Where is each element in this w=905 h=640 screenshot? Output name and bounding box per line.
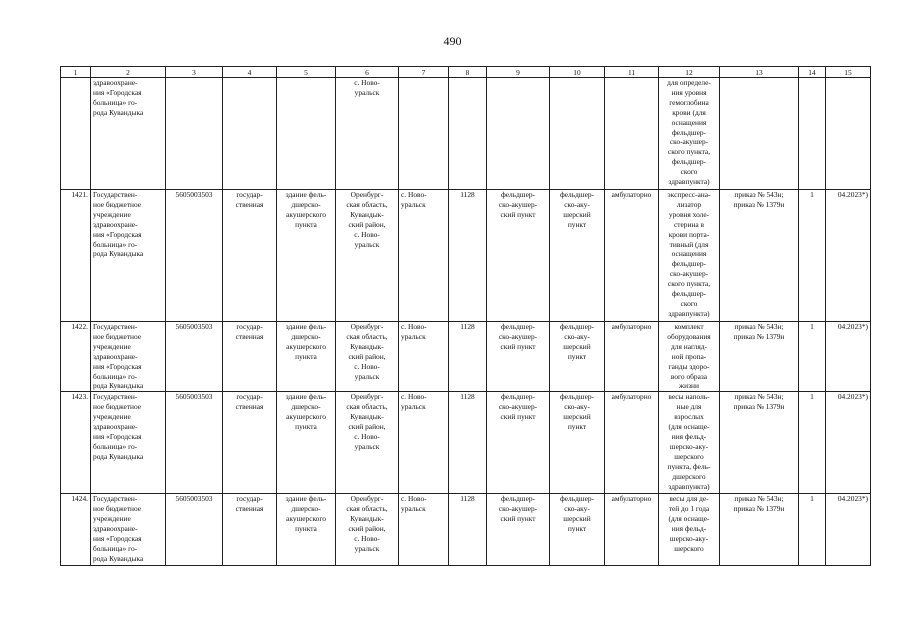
cell-unit: фельдшер- ско-акушер- ский пункт xyxy=(487,190,550,322)
cell-address: с. Ново- уральск xyxy=(336,78,399,190)
cell-empty xyxy=(826,78,871,190)
column-header: 1 xyxy=(61,67,91,78)
cell-date: 04.2023*) xyxy=(826,190,871,322)
cell-code: 1128 xyxy=(449,190,487,322)
cell-ownership: государ- ственная xyxy=(223,322,277,392)
cell-locality: с. Ново- уральск xyxy=(399,494,449,566)
cell-order: приказ № 543н; приказ № 1379н xyxy=(720,322,799,392)
cell-equipment: экспресс-ана- лизатор уровня холе- стерина в крови порта- тивный (для оснащения фельдшер- ско-акушер- ского пункта, фельдшер- ского здравпункта) xyxy=(659,190,720,322)
cell-locality: с. Ново- уральск xyxy=(399,392,449,494)
column-header: 13 xyxy=(720,67,799,78)
cell-locality: с. Ново- уральск xyxy=(399,322,449,392)
cell-empty xyxy=(166,78,223,190)
cell-code: 1128 xyxy=(449,322,487,392)
column-header: 11 xyxy=(605,67,659,78)
column-header: 15 xyxy=(826,67,871,78)
column-header: 8 xyxy=(449,67,487,78)
cell-equipment: весы наполь- ные для взрослых (для оснаще- ния фельд- шерско-аку- шерского пункта, фель- дшерского здравпункта) xyxy=(659,392,720,494)
cell-equipment: весы для де- тей до 1 года (для оснаще- ния фельд- шерско-аку- шерского xyxy=(659,494,720,566)
cell-subunit: фельдшер- ско-аку- шерский пункт xyxy=(550,322,605,392)
header-row xyxy=(61,67,871,78)
column-header: 2 xyxy=(91,67,166,78)
cell-care: амбулаторно xyxy=(605,494,659,566)
cell-building: здание фель- дшерско- акушерского пункта xyxy=(277,190,336,322)
cell-inn: 5605003503 xyxy=(166,494,223,566)
cell-number xyxy=(61,78,91,190)
cell-unit: фельдшер- ско-акушер- ский пункт xyxy=(487,392,550,494)
cell-locality: с. Ново- уральск xyxy=(399,190,449,322)
cell-order: приказ № 543н; приказ № 1379н xyxy=(720,494,799,566)
cell-number: 1424. xyxy=(61,494,91,566)
cell-building: здание фель- дшерско- акушерского пункта xyxy=(277,322,336,392)
cell-address: Оренбург- ская область, Кувандык- ский район, с. Ново- уральск xyxy=(336,494,399,566)
page-number: 490 xyxy=(443,34,462,48)
continuation-row xyxy=(61,78,871,190)
cell-quantity: 1 xyxy=(799,322,826,392)
cell-empty xyxy=(399,78,449,190)
cell-subunit: фельдшер- ско-аку- шерский пункт xyxy=(550,392,605,494)
cell-number: 1422. xyxy=(61,322,91,392)
cell-org: Государствен- ное бюджетное учреждение здравоохране- ния «Городская больница» го- рода Кувандыка xyxy=(91,392,166,494)
cell-empty xyxy=(720,78,799,190)
cell-org: здравоохране- ния «Городская больница» го- рода Кувандыка xyxy=(91,78,166,190)
cell-equipment: для определе- ния уровня гемоглобина крови (для оснащения фельдшер- ско-акушер- ского пункта, фельдшер- ского здравпункта) xyxy=(659,78,720,190)
cell-ownership: государ- ственная xyxy=(223,494,277,566)
table-row xyxy=(61,494,871,566)
cell-care: амбулаторно xyxy=(605,392,659,494)
cell-building: здание фель- дшерско- акушерского пункта xyxy=(277,392,336,494)
cell-inn: 5605003503 xyxy=(166,190,223,322)
cell-order: приказ № 543н; приказ № 1379н xyxy=(720,392,799,494)
cell-unit: фельдшер- ско-акушер- ский пункт xyxy=(487,494,550,566)
cell-inn: 5605003503 xyxy=(166,392,223,494)
cell-care: амбулаторно xyxy=(605,190,659,322)
table-row xyxy=(61,392,871,494)
table-row xyxy=(61,322,871,392)
cell-empty xyxy=(550,78,605,190)
cell-order: приказ № 543н; приказ № 1379н xyxy=(720,190,799,322)
column-header: 9 xyxy=(487,67,550,78)
cell-ownership: государ- ственная xyxy=(223,392,277,494)
cell-number: 1423. xyxy=(61,392,91,494)
cell-care: амбулаторно xyxy=(605,322,659,392)
cell-unit: фельдшер- ско-акушер- ский пункт xyxy=(487,322,550,392)
cell-address: Оренбург- ская область, Кувандык- ский район, с. Ново- уральск xyxy=(336,322,399,392)
cell-code: 1128 xyxy=(449,392,487,494)
cell-quantity: 1 xyxy=(799,392,826,494)
cell-empty xyxy=(277,78,336,190)
cell-org: Государствен- ное бюджетное учреждение здравоохране- ния «Городская больница» го- рода Кувандыка xyxy=(91,190,166,322)
cell-empty xyxy=(223,78,277,190)
registry-table xyxy=(60,66,871,566)
cell-code: 1128 xyxy=(449,494,487,566)
cell-building: здание фель- дшерско- акушерского пункта xyxy=(277,494,336,566)
cell-empty xyxy=(449,78,487,190)
cell-address: Оренбург- ская область, Кувандык- ский район, с. Ново- уральск xyxy=(336,190,399,322)
cell-number: 1421. xyxy=(61,190,91,322)
cell-inn: 5605003503 xyxy=(166,322,223,392)
table-row xyxy=(61,190,871,322)
column-header: 5 xyxy=(277,67,336,78)
column-header: 10 xyxy=(550,67,605,78)
cell-empty xyxy=(605,78,659,190)
cell-org: Государствен- ное бюджетное учреждение здравоохране- ния «Городская больница» го- рода Кувандыка xyxy=(91,322,166,392)
cell-empty xyxy=(799,78,826,190)
cell-date: 04.2023*) xyxy=(826,392,871,494)
column-header: 7 xyxy=(399,67,449,78)
cell-empty xyxy=(487,78,550,190)
cell-quantity: 1 xyxy=(799,190,826,322)
cell-org: Государствен- ное бюджетное учреждение здравоохране- ния «Городская больница» го- рода Кувандыка xyxy=(91,494,166,566)
cell-date: 04.2023*) xyxy=(826,322,871,392)
cell-ownership: государ- ственная xyxy=(223,190,277,322)
column-header: 3 xyxy=(166,67,223,78)
cell-equipment: комплект оборудования для нагляд- ной пропа- ганды здоро- вого образа жизни xyxy=(659,322,720,392)
cell-subunit: фельдшер- ско-аку- шерский пункт xyxy=(550,190,605,322)
column-header: 14 xyxy=(799,67,826,78)
cell-quantity: 1 xyxy=(799,494,826,566)
column-header: 12 xyxy=(659,67,720,78)
cell-subunit: фельдшер- ско-аку- шерский пункт xyxy=(550,494,605,566)
cell-date: 04.2023*) xyxy=(826,494,871,566)
cell-address: Оренбург- ская область, Кувандык- ский район, с. Ново- уральск xyxy=(336,392,399,494)
column-header: 4 xyxy=(223,67,277,78)
column-header: 6 xyxy=(336,67,399,78)
